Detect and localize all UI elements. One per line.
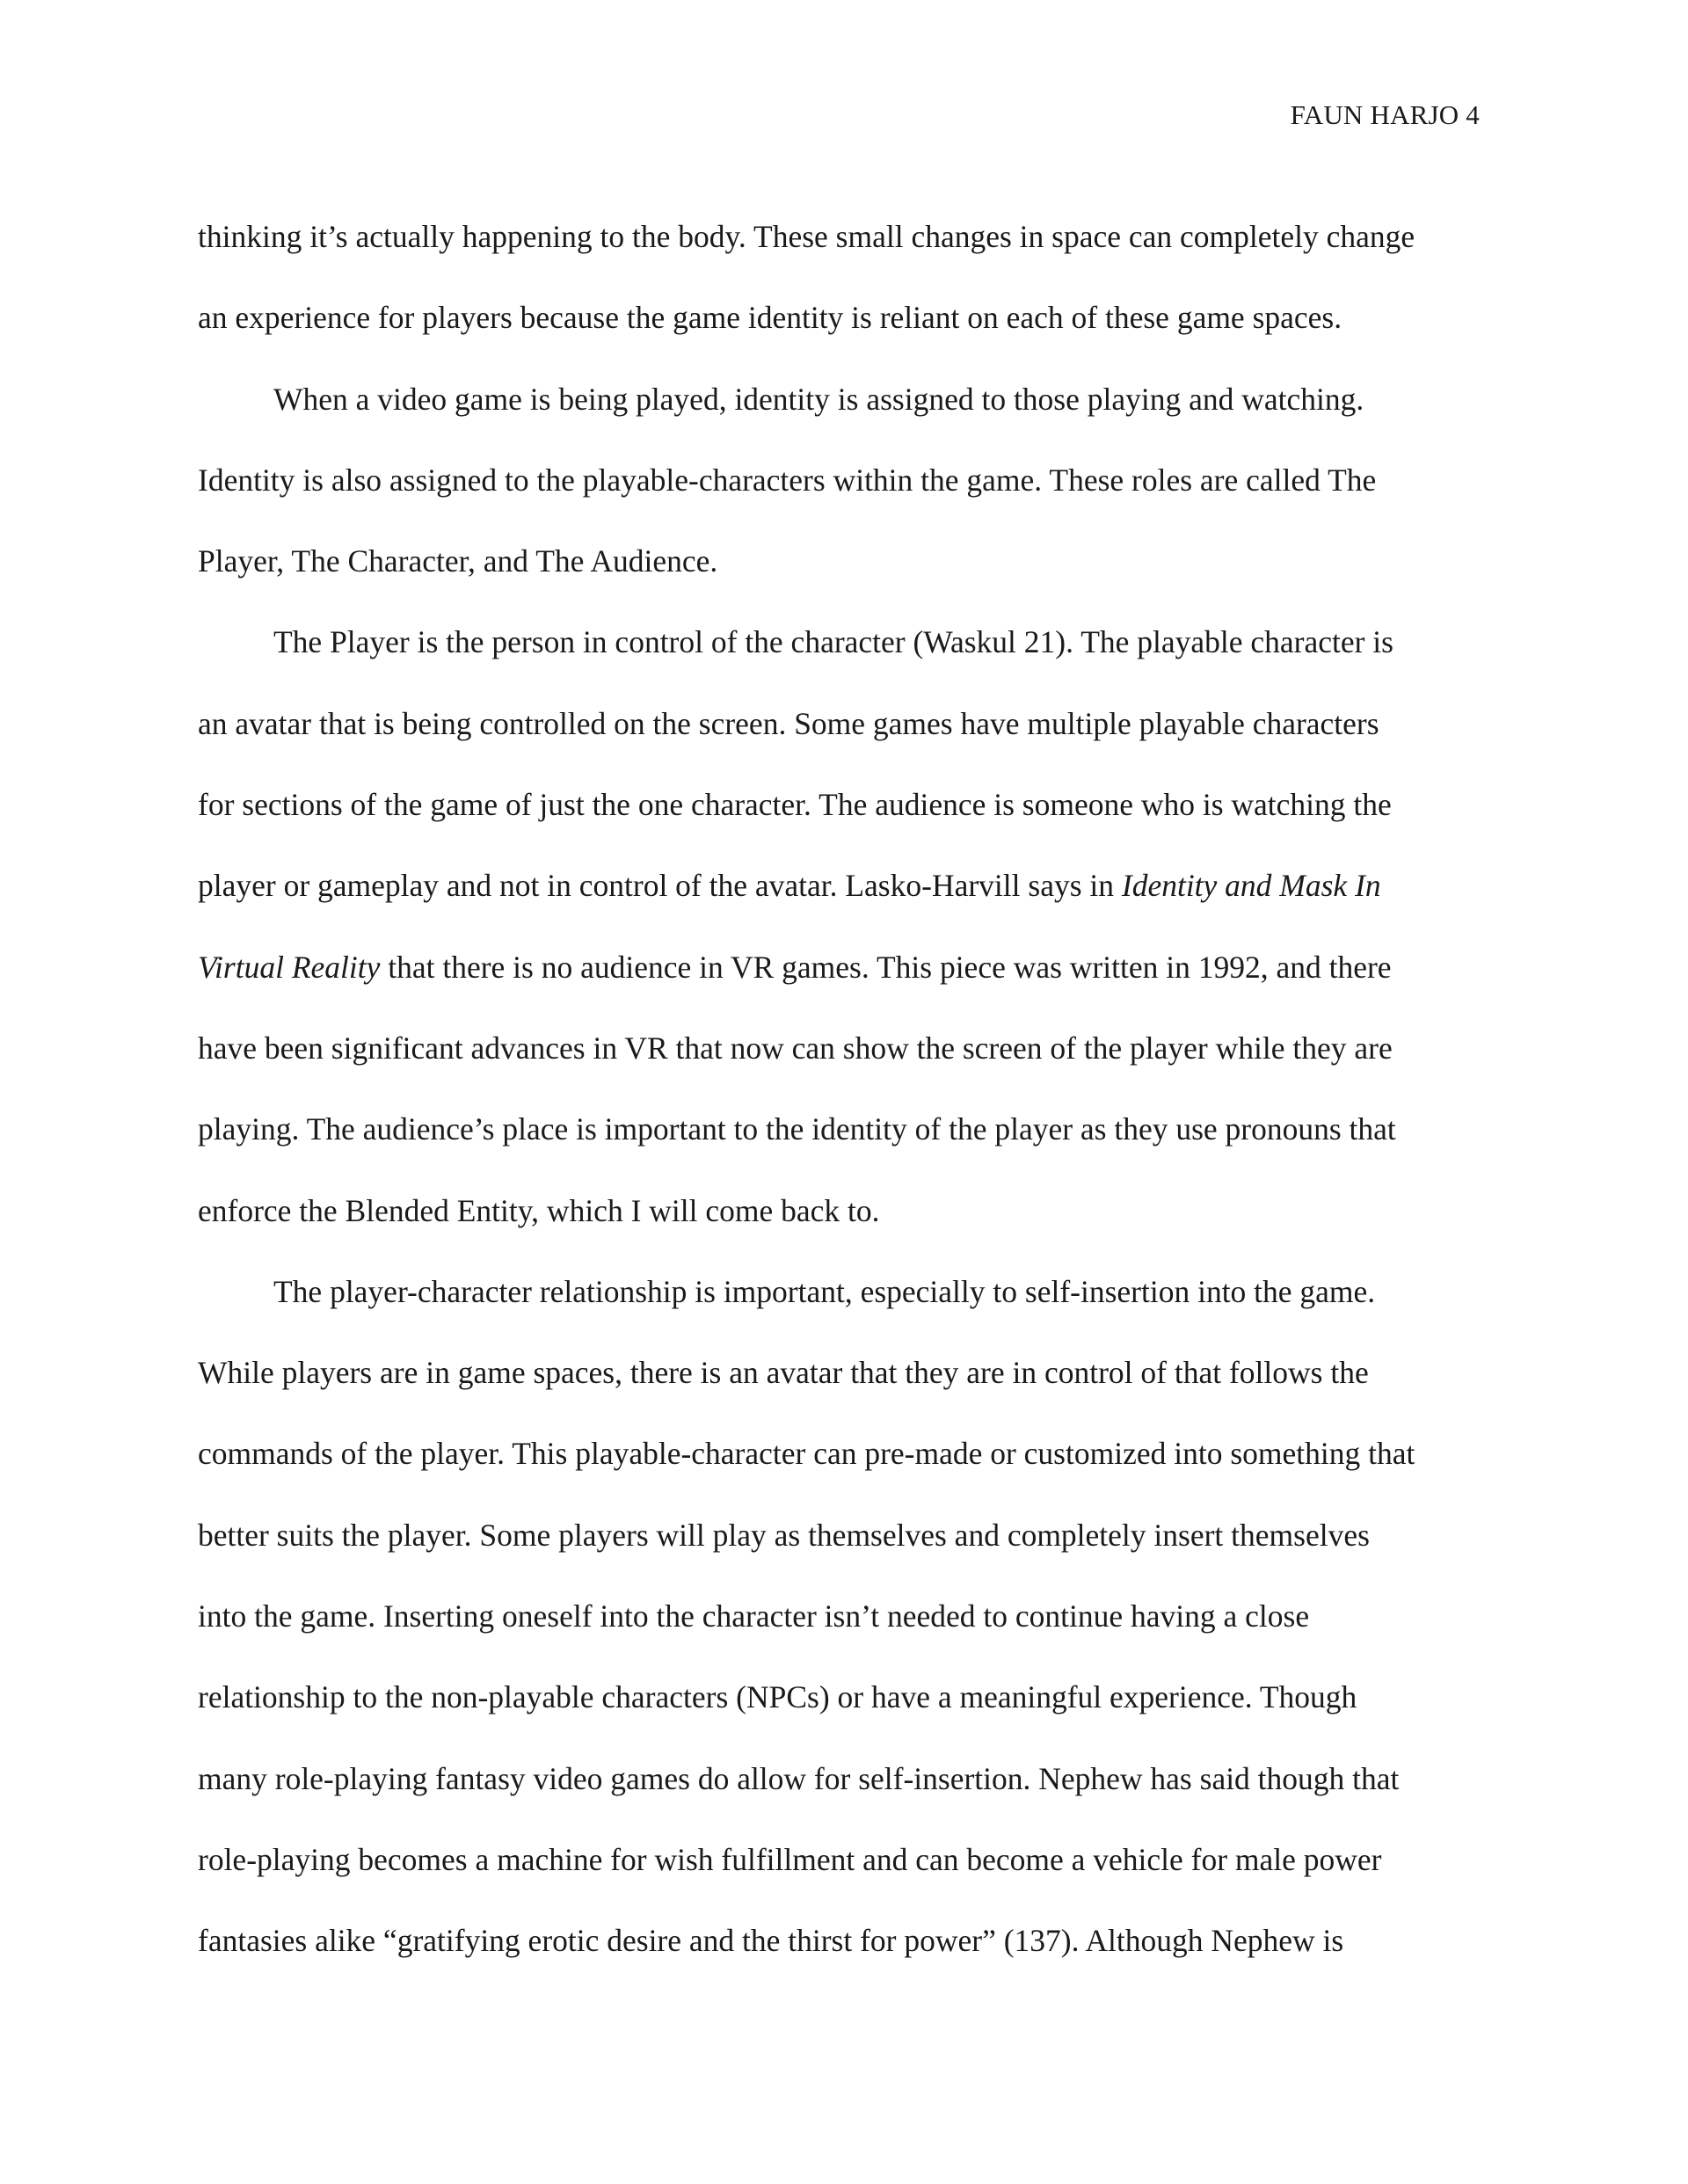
text-line: fantasies alike “gratifying erotic desire and the thirst for power” (137). Although Nephew is (198, 1923, 1344, 1959)
paragraph-start-line: The player-character relationship is important, especially to self-insertion into the game. (273, 1273, 1376, 1309)
text-line: into the game. Inserting oneself into the character isn’t needed to continue having a close (198, 1598, 1310, 1634)
text-line: many role-playing fantasy video games do allow for self-insertion. Nephew has said though that (198, 1760, 1400, 1796)
text-line: Identity is also assigned to the playable-characters within the game. These roles are called The (198, 462, 1377, 498)
text-line: an experience for players because the game identity is reliant on each of these game spaces. (198, 300, 1342, 336)
paragraph-start-line: The Player is the person in control of the character (Waskul 21). The playable character is (273, 624, 1393, 660)
text-line: better suits the player. Some players will play as themselves and completely insert themselves (198, 1517, 1370, 1553)
italic-title: Virtual Reality (198, 949, 381, 985)
running-head: FAUN HARJO 4 (1290, 99, 1480, 130)
text-line: commands of the player. This playable-character can pre-made or customized into something that (198, 1436, 1415, 1472)
text-line (198, 927, 1490, 1008)
text-segment: player or gameplay and not in control of the avatar. Lasko-Harvill says in (198, 868, 1114, 904)
italic-title: Identity and Mask In (1121, 868, 1381, 904)
text-line: enforce the Blended Entity, which I will come back to. (198, 1192, 880, 1228)
text-line: an avatar that is being controlled on the screen. Some games have multiple playable characters (198, 705, 1379, 741)
text-line: have been significant advances in VR that now can show the screen of the player while they are (198, 1030, 1393, 1066)
body-text (198, 196, 1490, 1982)
text-line: role-playing becomes a machine for wish fulfillment and can become a vehicle for male power (198, 1841, 1382, 1877)
paragraph-start-line: When a video game is being played, identity is assigned to those playing and watching. (273, 381, 1364, 417)
text-line: Player, The Character, and The Audience. (198, 543, 718, 579)
text-line: While players are in game spaces, there is an avatar that they are in control of that follows the (198, 1355, 1369, 1391)
text-line (198, 845, 1490, 926)
text-segment: that there is no audience in VR games. This piece was written in 1992, and there (380, 949, 1392, 985)
text-line: relationship to the non-playable characters (NPCs) or have a meaningful experience. Though (198, 1679, 1357, 1715)
text-line: playing. The audience’s place is important to the identity of the player as they use pronouns that (198, 1111, 1396, 1147)
text-line: for sections of the game of just the one character. The audience is someone who is watching the (198, 787, 1392, 823)
text-line: thinking it’s actually happening to the body. These small changes in space can completely change (198, 219, 1415, 254)
